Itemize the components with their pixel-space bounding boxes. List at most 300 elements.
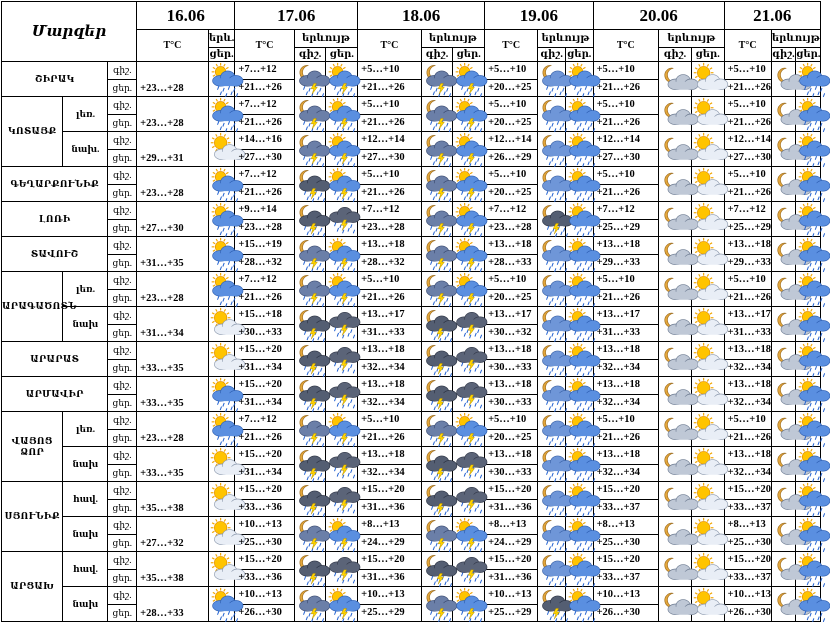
- day-temp: +25…+29: [724, 219, 771, 237]
- day-label: ցեր.: [108, 394, 137, 412]
- moon-cloud-thunder-rain-icon: [294, 412, 326, 447]
- night-temp: +7…+12: [235, 62, 294, 80]
- night-temp: +12…+14: [724, 132, 771, 150]
- moon-cloud-icon: [771, 377, 796, 412]
- moon-dark-cloud-thunder-icon: [294, 447, 326, 482]
- night-temp: +12…+14: [485, 132, 538, 150]
- day-temp: +21…+26: [593, 289, 659, 307]
- sun-cloud-thunder-rain-icon: [326, 97, 358, 132]
- day-label: ցեր.: [108, 429, 137, 447]
- sun-cloud-thunder-rain-icon: [453, 167, 485, 202]
- night-temp: +13…+17: [724, 307, 771, 325]
- day-temp: +24…+29: [485, 534, 538, 552]
- day-temp: +31…+33: [593, 324, 659, 342]
- night-label: գիշ.: [108, 272, 137, 290]
- night-temp: +13…+17: [358, 307, 421, 325]
- night-subheader: գիշ.: [659, 48, 692, 62]
- day-temp: +27…+30: [235, 149, 294, 167]
- day-temp: +32…+34: [593, 359, 659, 377]
- subregion-label: նախ.: [63, 132, 108, 167]
- day-temp: +23…+28: [137, 412, 209, 447]
- moon-dark-cloud-thunder-icon: [421, 307, 453, 342]
- sun-cloud-thunder-rain-icon: [326, 132, 358, 167]
- sun-cloud-thunder-rain-icon: [453, 97, 485, 132]
- night-temp: +5…+10: [724, 62, 771, 80]
- moon-cloud-icon: [771, 97, 796, 132]
- day-temp: +31…+33: [358, 324, 421, 342]
- sun-cloud-icon: [691, 587, 724, 622]
- date-header: 16.06: [137, 2, 235, 30]
- night-temp: +5…+10: [485, 62, 538, 80]
- dark-cloud-rain-icon: [453, 307, 485, 342]
- day-temp: +23…+28: [235, 219, 294, 237]
- night-temp: +9…+14: [235, 202, 294, 220]
- day-temp: +31…+34: [235, 394, 294, 412]
- day-temp: +27…+30: [137, 202, 209, 237]
- moon-cloud-rain-icon: [538, 482, 566, 517]
- night-temp: +13…+17: [593, 307, 659, 325]
- sun-cloud-thunder-rain-icon: [326, 587, 358, 622]
- table-row: [2, 167, 821, 185]
- night-temp: +10…+13: [235, 587, 294, 605]
- day-temp: +20…+25: [485, 114, 538, 132]
- night-temp: +12…+14: [358, 132, 421, 150]
- sun-cloud-rain-icon: [208, 62, 235, 97]
- day-label: ցեր.: [108, 289, 137, 307]
- day-temp: +23…+28: [137, 272, 209, 307]
- moon-cloud-thunder-rain-icon: [294, 517, 326, 552]
- day-temp: +21…+26: [724, 79, 771, 97]
- day-temp: +33…+37: [593, 569, 659, 587]
- night-temp: +10…+13: [724, 587, 771, 605]
- day-temp: +21…+26: [235, 184, 294, 202]
- sun-cloud-icon: [691, 272, 724, 307]
- day-temp: +31…+36: [358, 499, 421, 517]
- night-temp: +13…+18: [358, 237, 421, 255]
- moon-cloud-icon: [771, 307, 796, 342]
- region-name: ԱՐԱԳԱԾՈՏՆ: [2, 272, 63, 342]
- night-label: գիշ.: [108, 552, 137, 570]
- moon-cloud-icon: [771, 237, 796, 272]
- day-temp: +32…+34: [358, 359, 421, 377]
- day-temp: +35…+38: [137, 552, 209, 587]
- day-temp: +33…+35: [137, 342, 209, 377]
- day-temp: +33…+35: [137, 447, 209, 482]
- sun-cloud-icon: [208, 517, 235, 552]
- moon-cloud-icon: [659, 587, 692, 622]
- phen-header: երևույթ: [771, 30, 820, 48]
- moon-cloud-icon: [659, 272, 692, 307]
- day-temp: +23…+28: [485, 219, 538, 237]
- subregion-label: լեռ.: [63, 97, 108, 132]
- night-label: գիշ.: [108, 377, 137, 395]
- night-label: գիշ.: [108, 587, 137, 605]
- day-temp: +21…+26: [593, 79, 659, 97]
- night-temp: +12…+14: [593, 132, 659, 150]
- night-temp: +10…+13: [593, 587, 659, 605]
- day-temp: +30…+33: [485, 359, 538, 377]
- night-temp: +13…+18: [724, 377, 771, 395]
- sun-cloud-icon: [691, 342, 724, 377]
- moon-cloud-thunder-rain-icon: [421, 167, 453, 202]
- dark-cloud-rain-icon: [326, 552, 358, 587]
- sun-cloud-rain-icon: [208, 377, 235, 412]
- moon-dark-cloud-thunder-icon: [538, 587, 566, 622]
- moon-cloud-thunder-rain-icon: [421, 97, 453, 132]
- moon-cloud-rain-icon: [538, 167, 566, 202]
- sun-cloud-icon: [691, 447, 724, 482]
- table-row: [2, 377, 821, 395]
- moon-dark-cloud-thunder-icon: [294, 342, 326, 377]
- day-temp: +33…+37: [724, 499, 771, 517]
- night-temp: +5…+10: [358, 412, 421, 430]
- night-temp: +15…+20: [235, 342, 294, 360]
- day-temp: +30…+33: [235, 324, 294, 342]
- night-temp: +7…+12: [235, 97, 294, 115]
- sun-cloud-thunder-rain-icon: [326, 517, 358, 552]
- day-temp: +29…+33: [724, 254, 771, 272]
- day-temp: +31…+34: [137, 307, 209, 342]
- dark-cloud-rain-icon: [326, 342, 358, 377]
- night-temp: +5…+10: [358, 97, 421, 115]
- day-temp: +32…+34: [724, 464, 771, 482]
- night-subheader: գիշ.: [421, 48, 453, 62]
- night-temp: +15…+20: [235, 447, 294, 465]
- moon-cloud-icon: [771, 482, 796, 517]
- phen-header: երև.: [208, 30, 235, 48]
- moon-cloud-rain-icon: [538, 447, 566, 482]
- moon-cloud-thunder-rain-icon: [294, 587, 326, 622]
- day-temp: +20…+25: [485, 79, 538, 97]
- night-temp: +15…+19: [235, 237, 294, 255]
- night-temp: +13…+18: [593, 447, 659, 465]
- moon-cloud-icon: [659, 307, 692, 342]
- sun-cloud-icon: [208, 342, 235, 377]
- night-temp: +13…+18: [485, 237, 538, 255]
- night-temp: +5…+10: [358, 167, 421, 185]
- day-temp: +27…+30: [593, 149, 659, 167]
- subregion-label: նախ: [63, 517, 108, 552]
- day-temp: +28…+32: [235, 254, 294, 272]
- day-label: ցեր.: [108, 114, 137, 132]
- table-row: [2, 517, 821, 535]
- moon-dark-cloud-thunder-icon: [294, 307, 326, 342]
- night-temp: +13…+18: [724, 342, 771, 360]
- moon-dark-cloud-thunder-icon: [421, 447, 453, 482]
- night-label: գիշ.: [108, 237, 137, 255]
- dark-cloud-rain-icon: [453, 342, 485, 377]
- moon-cloud-rain-icon: [538, 272, 566, 307]
- sun-cloud-icon: [691, 552, 724, 587]
- subregion-label: նախ: [63, 307, 108, 342]
- day-temp: +21…+26: [593, 184, 659, 202]
- sun-cloud-thunder-rain-icon: [326, 412, 358, 447]
- day-temp: +20…+25: [485, 184, 538, 202]
- table-row: [2, 587, 821, 605]
- day-label: ցեր.: [108, 359, 137, 377]
- sun-cloud-rain-icon: [208, 587, 235, 622]
- day-temp: +26…+30: [235, 604, 294, 622]
- moon-cloud-icon: [771, 552, 796, 587]
- sun-cloud-icon: [691, 132, 724, 167]
- moon-cloud-rain-icon: [538, 517, 566, 552]
- region-name: ԼՈՌԻ: [2, 202, 108, 237]
- day-temp: +20…+25: [485, 429, 538, 447]
- moon-cloud-thunder-rain-icon: [421, 62, 453, 97]
- region-name: ԱՐՄԱՎԻՐ: [2, 377, 108, 412]
- day-temp: +21…+26: [593, 429, 659, 447]
- moon-cloud-icon: [771, 447, 796, 482]
- day-temp: +31…+35: [137, 237, 209, 272]
- day-subheader: ցեր.: [209, 49, 234, 60]
- subregion-label: հավ.: [63, 552, 108, 587]
- day-temp: +28…+33: [137, 587, 209, 622]
- moon-dark-cloud-thunder-icon: [294, 552, 326, 587]
- subregion-label: նախ: [63, 447, 108, 482]
- moon-cloud-rain-icon: [538, 342, 566, 377]
- moon-cloud-thunder-rain-icon: [421, 272, 453, 307]
- day-subheader: ցեր.: [326, 48, 358, 62]
- moon-cloud-icon: [659, 412, 692, 447]
- night-temp: +7…+12: [235, 167, 294, 185]
- day-temp: +25…+30: [724, 534, 771, 552]
- night-temp: +7…+12: [235, 272, 294, 290]
- day-temp: +25…+30: [235, 534, 294, 552]
- sun-cloud-icon: [208, 132, 235, 167]
- day-temp: +32…+34: [358, 464, 421, 482]
- dark-cloud-rain-icon: [326, 202, 358, 237]
- night-temp: +5…+10: [593, 62, 659, 80]
- date-header: 21.06: [724, 2, 820, 30]
- sun-cloud-thunder-rain-icon: [453, 272, 485, 307]
- night-temp: +13…+18: [724, 447, 771, 465]
- moon-cloud-rain-icon: [538, 412, 566, 447]
- night-temp: +13…+17: [485, 307, 538, 325]
- day-temp: +21…+26: [235, 289, 294, 307]
- moon-cloud-thunder-rain-icon: [294, 237, 326, 272]
- day-temp: +35…+38: [137, 482, 209, 517]
- table-row: [2, 132, 821, 150]
- date-header: 20.06: [593, 2, 724, 30]
- moon-cloud-icon: [659, 237, 692, 272]
- day-temp: +31…+33: [724, 324, 771, 342]
- sun-cloud-icon: [691, 412, 724, 447]
- day-temp: +24…+29: [358, 534, 421, 552]
- night-temp: +15…+20: [593, 482, 659, 500]
- night-label: գիշ.: [108, 517, 137, 535]
- moon-cloud-thunder-rain-icon: [421, 587, 453, 622]
- sun-cloud-thunder-rain-icon: [453, 237, 485, 272]
- day-label: ցեր.: [108, 604, 137, 622]
- night-temp: +14…+16: [235, 132, 294, 150]
- moon-cloud-rain-icon: [538, 132, 566, 167]
- night-temp: +13…+18: [724, 237, 771, 255]
- day-temp: +21…+26: [235, 429, 294, 447]
- night-temp: +10…+13: [485, 587, 538, 605]
- day-temp: +26…+29: [485, 149, 538, 167]
- night-temp: +13…+18: [358, 342, 421, 360]
- phen-header: երևույթ: [659, 30, 725, 48]
- night-temp: +15…+20: [235, 552, 294, 570]
- night-temp: +5…+10: [358, 272, 421, 290]
- moon-dark-cloud-thunder-icon: [294, 482, 326, 517]
- night-temp: +5…+10: [358, 62, 421, 80]
- phen-header: երևույթ: [421, 30, 484, 48]
- moon-cloud-icon: [771, 342, 796, 377]
- sun-cloud-icon: [691, 202, 724, 237]
- night-temp: +15…+20: [724, 482, 771, 500]
- moon-cloud-icon: [771, 587, 796, 622]
- day-temp: +28…+32: [358, 254, 421, 272]
- day-temp: +33…+36: [235, 499, 294, 517]
- day-temp: +21…+26: [724, 429, 771, 447]
- day-temp: +25…+29: [485, 604, 538, 622]
- sun-cloud-icon: [691, 517, 724, 552]
- dark-cloud-rain-icon: [453, 377, 485, 412]
- night-label: գիշ.: [108, 447, 137, 465]
- night-temp: +5…+10: [593, 272, 659, 290]
- night-temp: +15…+20: [724, 552, 771, 570]
- temp-header: T°C: [593, 30, 659, 62]
- moon-cloud-thunder-rain-icon: [421, 202, 453, 237]
- day-temp: +31…+34: [235, 359, 294, 377]
- night-temp: +13…+18: [593, 377, 659, 395]
- day-label: ցեր.: [108, 219, 137, 237]
- night-label: գիշ.: [108, 307, 137, 325]
- day-temp: +21…+26: [593, 114, 659, 132]
- sun-cloud-rain-icon: [208, 272, 235, 307]
- dark-cloud-rain-icon: [453, 482, 485, 517]
- dark-cloud-rain-icon: [453, 552, 485, 587]
- moon-dark-cloud-thunder-icon: [421, 342, 453, 377]
- moon-cloud-thunder-rain-icon: [294, 132, 326, 167]
- night-temp: +7…+12: [485, 202, 538, 220]
- sun-cloud-thunder-rain-icon: [453, 517, 485, 552]
- day-subheader: ցեր.: [453, 48, 485, 62]
- day-label: ցեր.: [108, 499, 137, 517]
- day-temp: +21…+26: [358, 79, 421, 97]
- moon-dark-cloud-thunder-icon: [421, 377, 453, 412]
- date-header: 19.06: [485, 2, 593, 30]
- sun-cloud-icon: [691, 237, 724, 272]
- sun-cloud-rain-icon: [208, 412, 235, 447]
- night-subheader: գիշ.: [772, 49, 795, 60]
- moon-dark-cloud-thunder-icon: [294, 202, 326, 237]
- moon-cloud-icon: [659, 97, 692, 132]
- moon-cloud-icon: [659, 62, 692, 97]
- region-name: ԳԵՂԱՐՔՈՒՆԻՔ: [2, 167, 108, 202]
- day-temp: +31…+36: [485, 499, 538, 517]
- sun-cloud-icon: [691, 167, 724, 202]
- night-temp: +5…+10: [593, 412, 659, 430]
- day-temp: +23…+28: [137, 97, 209, 132]
- day-temp: +33…+36: [235, 569, 294, 587]
- day-temp: +25…+30: [593, 534, 659, 552]
- sun-cloud-thunder-rain-icon: [326, 167, 358, 202]
- header-title: Մարզեր: [2, 2, 137, 62]
- moon-cloud-thunder-rain-icon: [421, 412, 453, 447]
- day-subheader: ցեր.: [796, 49, 821, 60]
- night-temp: +7…+12: [593, 202, 659, 220]
- table-row: [2, 237, 821, 255]
- day-temp: +21…+26: [358, 289, 421, 307]
- sun-cloud-icon: [691, 97, 724, 132]
- night-subheader: գիշ.: [294, 48, 326, 62]
- sun-cloud-thunder-rain-icon: [326, 272, 358, 307]
- table-row: [2, 202, 821, 220]
- day-temp: +32…+34: [593, 394, 659, 412]
- night-temp: +5…+10: [593, 167, 659, 185]
- night-temp: +5…+10: [724, 97, 771, 115]
- moon-cloud-icon: [659, 342, 692, 377]
- moon-cloud-rain-icon: [538, 377, 566, 412]
- night-temp: +15…+20: [485, 552, 538, 570]
- night-temp: +5…+10: [485, 167, 538, 185]
- moon-cloud-rain-icon: [538, 97, 566, 132]
- table-row: [2, 342, 821, 360]
- day-label: ցեր.: [108, 464, 137, 482]
- night-label: գիշ.: [108, 167, 137, 185]
- region-name: ԿՈՏԱՅՔ: [2, 97, 63, 167]
- day-temp: +33…+35: [137, 377, 209, 412]
- moon-dark-cloud-thunder-icon: [421, 552, 453, 587]
- moon-cloud-rain-icon: [538, 307, 566, 342]
- moon-cloud-icon: [771, 132, 796, 167]
- moon-dark-cloud-thunder-icon: [421, 482, 453, 517]
- forecast-table: [1, 1, 821, 622]
- sun-cloud-thunder-rain-icon: [326, 62, 358, 97]
- night-label: գիշ.: [108, 202, 137, 220]
- moon-cloud-icon: [771, 62, 796, 97]
- night-subheader: գիշ.: [538, 48, 566, 62]
- night-temp: +13…+18: [593, 342, 659, 360]
- day-temp: +21…+26: [724, 289, 771, 307]
- night-temp: +5…+10: [724, 412, 771, 430]
- phen-header: երևույթ: [538, 30, 593, 48]
- subregion-label: լեռ.: [63, 412, 108, 447]
- moon-cloud-icon: [659, 482, 692, 517]
- night-temp: +5…+10: [485, 412, 538, 430]
- night-temp: +15…+20: [485, 482, 538, 500]
- day-temp: +21…+26: [235, 79, 294, 97]
- sun-cloud-thunder-rain-icon: [453, 412, 485, 447]
- day-temp: +29…+31: [137, 132, 209, 167]
- day-temp: +31…+34: [235, 464, 294, 482]
- day-temp: +30…+33: [485, 464, 538, 482]
- day-temp: +21…+26: [724, 114, 771, 132]
- day-temp: +32…+34: [724, 394, 771, 412]
- day-temp: +28…+33: [485, 254, 538, 272]
- moon-cloud-icon: [771, 202, 796, 237]
- night-temp: +13…+18: [593, 237, 659, 255]
- night-temp: +13…+18: [485, 447, 538, 465]
- day-temp: +32…+34: [593, 464, 659, 482]
- night-temp: +13…+18: [485, 342, 538, 360]
- moon-dark-cloud-thunder-icon: [294, 377, 326, 412]
- day-label: ցեր.: [108, 534, 137, 552]
- night-temp: +5…+10: [724, 167, 771, 185]
- night-label: գիշ.: [108, 62, 137, 80]
- day-label: ցեր.: [108, 254, 137, 272]
- sun-cloud-icon: [208, 552, 235, 587]
- sun-cloud-icon: [208, 482, 235, 517]
- sun-cloud-thunder-rain-icon: [453, 587, 485, 622]
- day-temp: +32…+34: [358, 394, 421, 412]
- night-temp: +8…+13: [593, 517, 659, 535]
- day-temp: +23…+28: [358, 219, 421, 237]
- night-temp: +5…+10: [724, 272, 771, 290]
- night-temp: +10…+13: [235, 517, 294, 535]
